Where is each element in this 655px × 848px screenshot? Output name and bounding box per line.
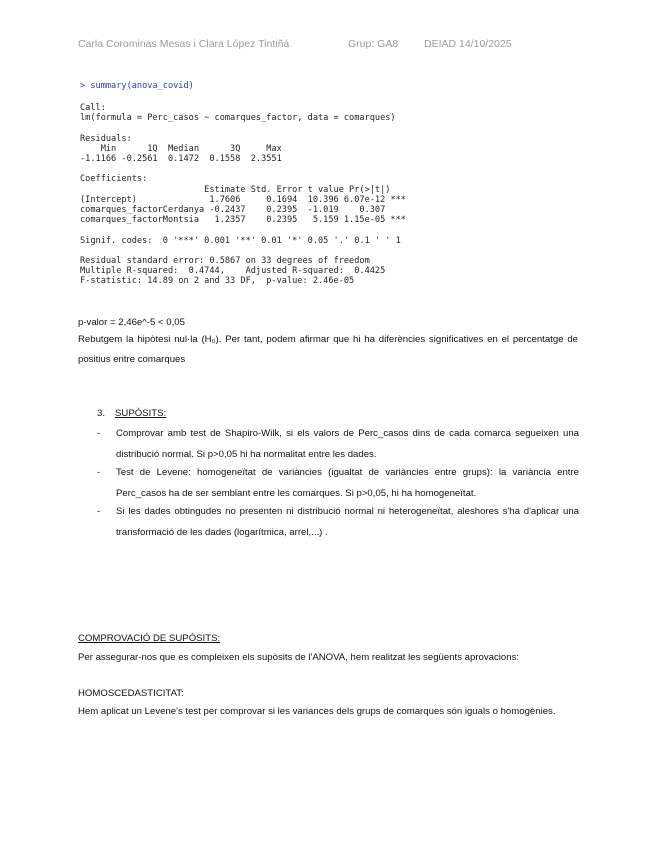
r-output-line: (Intercept) 1.7606 0.1694 10.396 6.07e-12 *** bbox=[80, 194, 406, 205]
section-3-title: SUPÒSITS: bbox=[115, 408, 167, 419]
list-item bbox=[97, 501, 579, 543]
r-output-line: -1.1166 -0.2561 0.1472 0.1558 2.3551 bbox=[80, 154, 282, 164]
r-output-line: comarques_factorMontsia 1.2357 0.2395 5.159 1.15e-05 *** bbox=[80, 215, 406, 226]
bullet-text: Comprovar amb test de Shapiro-Wilk, si els valors de Perc_casos dins de cada comarca segueixen una distribució normal. Si p>0,05 hi ha normalitat entre les dades. bbox=[116, 428, 579, 460]
r-output-line: Estimate Std. Error t value Pr(>|t|) bbox=[80, 184, 391, 195]
dash-icon: - bbox=[97, 467, 101, 478]
header-course-date: DEIAD 14/10/2025 bbox=[424, 38, 512, 50]
comprovacio-intro: Per assegurar-nos que es compleixen els supòsits de l'ANOVA, hem realitzat les següents aprovacions: bbox=[78, 652, 520, 663]
list-item bbox=[97, 462, 579, 504]
section-3-heading bbox=[97, 408, 166, 419]
header-authors: Carla Corominas Mesas i Clara López Tintiñá bbox=[78, 38, 290, 50]
section-3-number: 3. bbox=[97, 408, 106, 419]
r-output-line: Residual standard error: 0.5867 on 33 degrees of freedom bbox=[80, 256, 370, 266]
list-item bbox=[97, 423, 579, 465]
r-output-line: comarques_factorCerdanya -0.2437 0.2395 -1.019 0.307 bbox=[80, 205, 386, 215]
r-command: > summary(anova_covid) bbox=[80, 81, 194, 91]
bullet-text: Si les dades obtingudes no presenten ni distribució normal ni heterogeneïtat, aleshores s'ha d'aplicar una transformació de les dades (logarítmica, arrel,...) . bbox=[116, 506, 579, 538]
r-output-line: Multiple R-squared: 0.4744, Adjusted R-squared: 0.4425 bbox=[80, 266, 386, 277]
r-output-line: lm(formula = Perc_casos ~ comarques_factor, data = comarques) bbox=[80, 113, 396, 124]
homoscedasticitat-text: Hem aplicat un Levene's test per comprovar si les variances dels grups de comarques són iguals o homogènies. bbox=[78, 706, 556, 717]
r-output-line: Coefficients: bbox=[80, 174, 148, 185]
pvalue-line: p-valor = 2,46e^-5 < 0,05 bbox=[78, 317, 185, 328]
r-output-line: Min 1Q Median 3Q Max bbox=[80, 143, 282, 154]
conclusion-paragraph: Rebutgem la hipòtesi nul·la (H₀). Per tant, podem afirmar que hi ha diferències significatives en el percentatge de positius entre comarques bbox=[78, 334, 578, 365]
header-group: Grup: GA8 bbox=[348, 38, 399, 50]
r-output-line: Residuals: bbox=[80, 133, 132, 144]
homoscedasticitat-title: HOMOSCEDASTICITAT: bbox=[78, 688, 184, 699]
comprovacio-title: COMPROVACIÓ DE SUPÒSITS: bbox=[78, 633, 221, 644]
r-output-line: Signif. codes: 0 '***' 0.001 '**' 0.01 '*' 0.05 '.' 0.1 ' ' 1 bbox=[80, 235, 401, 246]
r-output-line: Call: bbox=[80, 103, 106, 113]
dash-icon: - bbox=[97, 428, 101, 439]
dash-icon: - bbox=[97, 506, 101, 517]
r-output-line: F-statistic: 14.89 on 2 and 33 DF, p-value: 2.46e-05 bbox=[80, 276, 355, 287]
bullet-text: Test de Levene: homogeneïtat de variàncies (igualtat de variàncies entre grups): la variància entre Perc_casos ha de ser semblant entre les comarques. Si p>0,05, hi ha homogeneïtat. bbox=[116, 467, 579, 499]
